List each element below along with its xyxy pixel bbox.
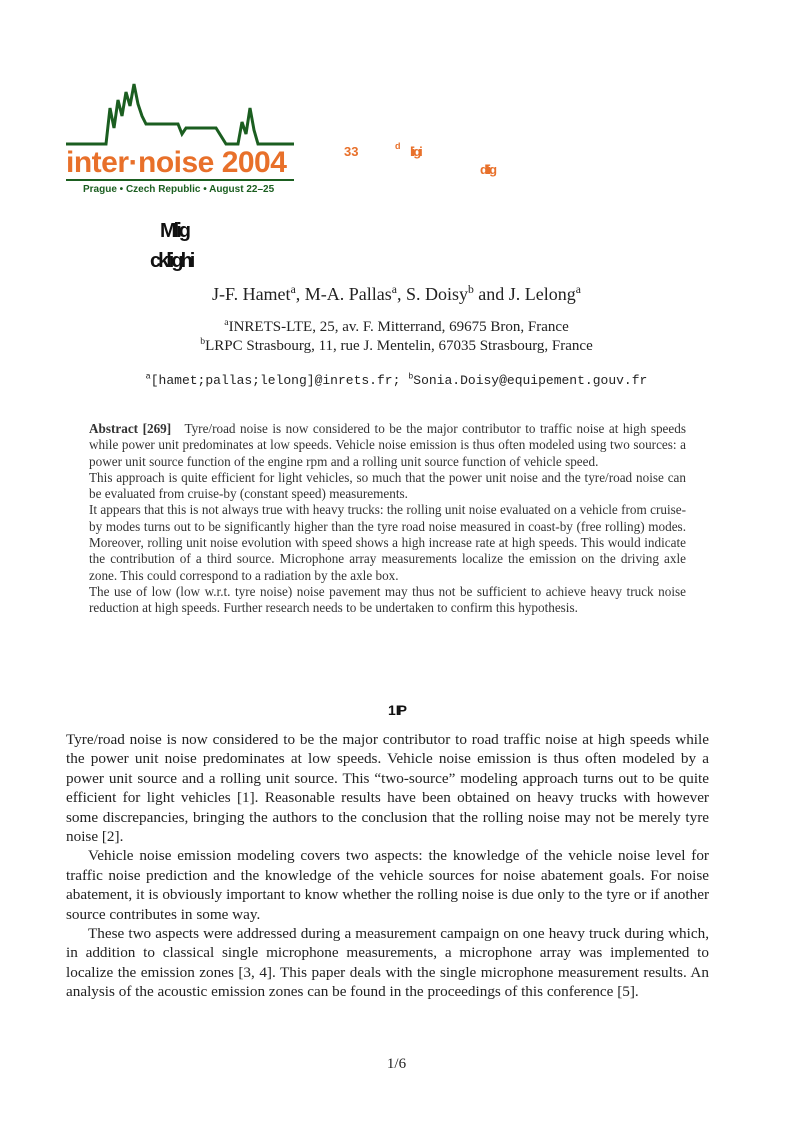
header-mark-b: d: [395, 141, 401, 151]
author-2-sup: a: [391, 283, 397, 296]
author-emails: [0, 373, 793, 388]
author-1-sup: a: [290, 283, 296, 296]
abstract: [89, 421, 686, 617]
author-3-sup: b: [467, 283, 474, 296]
header-mark-d: dlig: [480, 162, 496, 177]
email-a-sup: a: [145, 371, 151, 382]
body-paragraph-1: Tyre/road noise is now considered to be the major contributor to road traffic noise at high speeds while the power unit noise predominates at low speeds. Vehicle noise emission is thus often modeled by a power unit source and a rolling unit source. This “two-source” modeling approach turns out to be quite efficient for light vehicles [1]. Reasonable results have been obtained on heavy trucks with however some discrepancies, bringing the authors to the conclusion that the rolling noise may not be merely tyre noise [2].: [66, 731, 709, 846]
abstract-paragraph-1: [89, 421, 686, 470]
logo-subtitle: Prague • Czech Republic • August 22–25: [83, 184, 275, 195]
affiliation-a-sup: a: [224, 317, 229, 328]
section-heading: 1 IP: [388, 702, 405, 718]
conference-logo: [66, 78, 294, 198]
logo-wordmark: inter·noise 2004: [66, 146, 287, 179]
author-2: M-A. Pallas: [304, 284, 392, 304]
section-body: [66, 730, 709, 1002]
affiliation-a-text: INRETS-LTE, 25, av. F. Mitterrand, 69675 Bron, France: [228, 319, 569, 335]
author-sep-2: ,: [396, 284, 406, 304]
header-mark-c: ligi: [410, 144, 421, 159]
logo-waveform: [66, 84, 294, 144]
page-number: 1/6: [386, 1056, 407, 1072]
affiliation-b: [0, 338, 793, 355]
abstract-text-1: Tyre/road noise is now considered to be the major contributor to traffic noise at high speeds while power unit predominates at low speeds. Vehicle noise emission is thus often modeled using two sources: a power unit source function of the engine rpm and a rolling unit source function of vehicle speed.: [89, 421, 686, 469]
author-3: S. Doisy: [405, 284, 468, 304]
abstract-paragraph-2: This approach is quite efficient for light vehicles, so much that the power unit noise and the tyre/road noise can be evaluated from cruise-by (constant speed) measurements.: [89, 469, 686, 502]
body-paragraph-2: Vehicle noise emission modeling covers two aspects: the knowledge of the vehicle noise level for traffic noise prediction and the knowledge of the vehicle sources for noise abatement goals. For noise abatement, it is obviously important to know whether the rolling noise is due only to the tyre or if another source contributes in some way.: [66, 847, 709, 923]
author-4: J. Lelong: [508, 284, 576, 304]
body-paragraph-3: These two aspects were addressed during a measurement campaign on one heavy truck during which, in addition to classical single microphone measurements, a microphone array was implemented to localize the emission zones [3, 4]. This paper deals with the single microphone measurement results. An analysis of the acoustic emission zones can be found in the proceedings of this conference [5].: [66, 925, 709, 1001]
abstract-label: Abstract [269]: [89, 421, 172, 436]
title-line-1: Mlig: [160, 220, 188, 242]
author-4-sup: a: [575, 283, 581, 296]
email-b-sup: b: [408, 371, 414, 382]
email-a: [hamet;pallas;lelong]@inrets.fr;: [150, 373, 401, 388]
abstract-paragraph-4: The use of low (low w.r.t. tyre noise) noise pavement may thus not be sufficient to achieve heavy truck noise reduction at high speeds. Further research needs to be undertaken to confirm this hypothesis.: [89, 583, 686, 616]
affiliation-b-text: LRPC Strasbourg, 11, rue J. Mentelin, 67035 Strasbourg, France: [205, 338, 593, 354]
title-line-2: cklighi: [150, 250, 193, 272]
author-sep-1: ,: [295, 284, 305, 304]
affiliation-a: [0, 319, 793, 336]
header-mark-a: 33: [344, 144, 359, 159]
affiliation-b-sup: b: [200, 336, 206, 347]
author-list: [0, 284, 793, 305]
author-1: J-F. Hamet: [212, 284, 291, 304]
author-sep-3: and: [473, 284, 509, 304]
abstract-paragraph-3: It appears that this is not always true with heavy trucks: the rolling unit noise evaluated on a vehicle from cruise-by modes turns out to be significantly higher than the tyre road noise measured in coast-by (free rolling) modes. Moreover, rolling unit noise evolution with speed shows a high increase rate at high speeds. This would indicate the contribution of a third source. Microphone array measurements localize the emission on the driving axle zone. This could correspond to a radiation by the axle box.: [89, 502, 686, 583]
email-b: Sonia.Doisy@equipement.gouv.fr: [413, 373, 648, 388]
